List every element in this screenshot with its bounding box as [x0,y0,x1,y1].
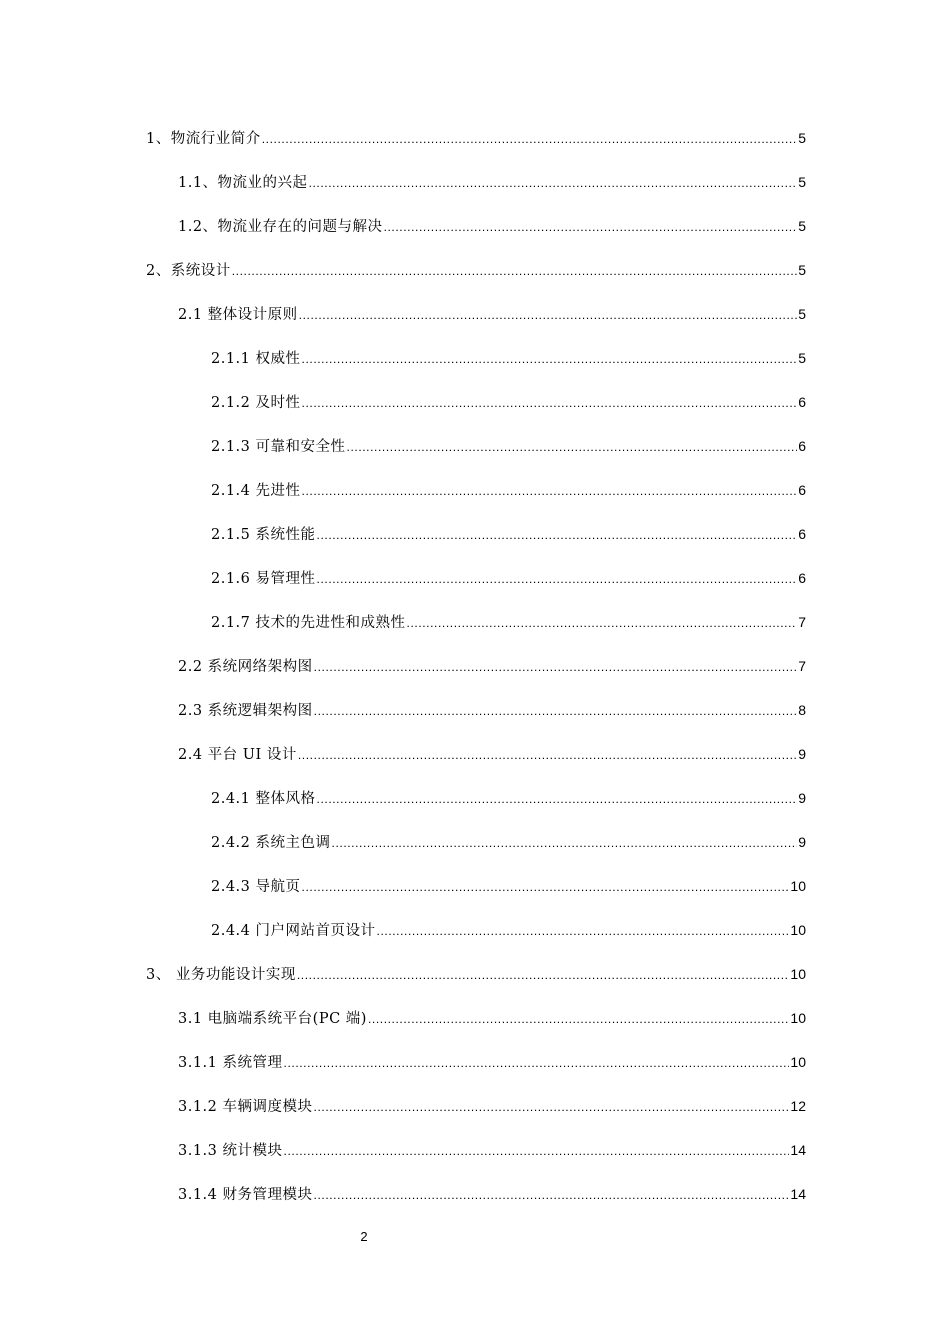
toc-entry-page: 5 [798,350,806,366]
toc-entry-title: 3.1 电脑端系统平台(PC 端) [178,1011,367,1027]
toc-entry[interactable] [178,698,806,722]
toc-dot-leader [302,347,798,371]
toc-entry-page: 5 [798,174,806,190]
toc-entry-title: 2.3 系统逻辑架构图 [178,703,313,719]
toc-entry-title: 2.4.3 导航页 [211,879,301,895]
toc-dot-leader [284,1139,790,1163]
toc-entry-title: 2.4.1 整体风格 [211,791,316,807]
toc-entry-title: 2.1.1 权威性 [211,351,301,367]
toc-dot-leader [377,919,790,943]
toc-entry[interactable] [178,1094,806,1118]
toc-entry-title: 1.2、物流业存在的问题与解决 [178,219,383,235]
toc-entry[interactable] [178,654,806,678]
toc-entry-title: 3.1.4 财务管理模块 [178,1187,313,1203]
toc-entry-page: 10 [790,878,806,894]
toc-entry[interactable] [178,742,806,766]
toc-entry-title: 2.4 平台 UI 设计 [178,747,297,763]
toc-dot-leader [347,435,798,459]
toc-entry-page: 5 [798,130,806,146]
toc-dot-leader [317,523,798,547]
toc-entry[interactable] [178,302,806,326]
toc-entry[interactable] [178,1182,806,1206]
toc-entry[interactable] [211,346,806,370]
toc-dot-leader [384,215,798,239]
toc-entry-page: 7 [798,658,806,674]
toc-entry-page: 6 [798,570,806,586]
toc-entry-page: 5 [798,218,806,234]
toc-entry-page: 14 [790,1142,806,1158]
toc-entry-title: 2.1.6 易管理性 [211,571,316,587]
toc-entry-page: 9 [798,790,806,806]
toc-entry-page: 10 [790,966,806,982]
toc-entry[interactable] [211,830,806,854]
toc-entry-title: 1.1、物流业的兴起 [178,175,308,191]
toc-entry[interactable] [146,126,806,150]
toc-entry-title: 1、物流行业简介 [146,131,261,147]
toc-dot-leader [302,479,798,503]
toc-entry[interactable] [178,170,806,194]
toc-entry[interactable] [211,786,806,810]
toc-dot-leader [309,171,798,195]
page-number: 2 [360,1229,368,1244]
toc-dot-leader [407,611,798,635]
toc-entry[interactable] [211,434,806,458]
toc-entry-page: 6 [798,482,806,498]
toc-entry[interactable] [211,610,806,634]
toc-dot-leader [314,1095,790,1119]
toc-entry-title: 3.1.1 系统管理 [178,1055,283,1071]
toc-dot-leader [302,391,798,415]
toc-entry[interactable] [211,566,806,590]
toc-entry-title: 2.1.3 可靠和安全性 [211,439,346,455]
toc-entry[interactable] [211,874,806,898]
toc-entry-title: 3、 业务功能设计实现 [146,967,296,983]
toc-entry[interactable] [178,1050,806,1074]
toc-dot-leader [232,259,797,283]
toc-entry[interactable] [178,1138,806,1162]
toc-dot-leader [317,567,798,591]
toc-entry-title: 2.1.4 先进性 [211,483,301,499]
toc-entry[interactable] [211,918,806,942]
toc-dot-leader [314,1183,790,1207]
toc-entry-page: 12 [790,1098,806,1114]
toc-entry[interactable] [146,962,806,986]
toc-entry-page: 8 [798,702,806,718]
toc-entry-page: 10 [790,1054,806,1070]
toc-entry-page: 10 [790,1010,806,1026]
toc-entry-page: 14 [790,1186,806,1202]
toc-dot-leader [298,743,797,767]
toc-entry[interactable] [211,478,806,502]
toc-dot-leader [302,875,790,899]
toc-entry-page: 10 [790,922,806,938]
toc-entry[interactable] [211,390,806,414]
toc-entry-page: 5 [798,306,806,322]
toc-entry-title: 2.1.2 及时性 [211,395,301,411]
toc-entry-title: 2.4.4 门户网站首页设计 [211,923,376,939]
toc-dot-leader [299,303,798,327]
toc-dot-leader [368,1007,789,1031]
toc-dot-leader [262,127,797,151]
toc-dot-leader [297,963,790,987]
toc-entry-title: 3.1.2 车辆调度模块 [178,1099,313,1115]
toc-entry-title: 2.1.5 系统性能 [211,527,316,543]
toc-entry-page: 7 [798,614,806,630]
toc-entry[interactable] [178,214,806,238]
toc-dot-leader [317,787,798,811]
toc-dot-leader [284,1051,790,1075]
toc-entry-title: 2.1 整体设计原则 [178,307,298,323]
toc-entry-page: 9 [798,834,806,850]
toc-entry-title: 2.1.7 技术的先进性和成熟性 [211,615,406,631]
toc-entry-title: 2.2 系统网络架构图 [178,659,313,675]
toc-entry-page: 6 [798,438,806,454]
toc-dot-leader [332,831,798,855]
toc-entry[interactable] [146,258,806,282]
toc-entry[interactable] [211,522,806,546]
toc-entry[interactable] [178,1006,806,1030]
toc-entry-title: 2、系统设计 [146,263,231,279]
toc-dot-leader [314,699,798,723]
toc-entry-page: 5 [798,262,806,278]
toc-entry-title: 2.4.2 系统主色调 [211,835,331,851]
toc-entry-title: 3.1.3 统计模块 [178,1143,283,1159]
toc-entry-page: 6 [798,394,806,410]
toc-entry-page: 9 [798,746,806,762]
toc-entry-page: 6 [798,526,806,542]
toc-dot-leader [314,655,798,679]
